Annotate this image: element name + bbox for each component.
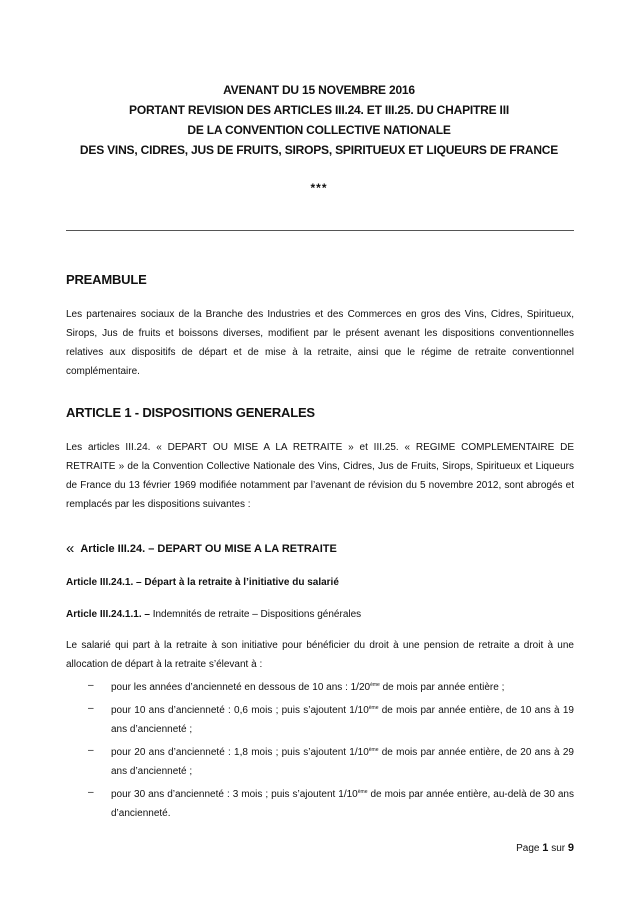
- list-item: [66, 783, 574, 823]
- dash-bullet: –: [88, 787, 94, 798]
- preambule-text: Les partenaires sociaux de la Branche des Industries et des Commerces en gros des Vins, Cidres, Spiritueux, Sirops, Jus de fruits et boissons diverses, modifient par le présent avenant les dispositions conventionnelles relatives aux dispositifs de départ et de mise à la retraite, ainsi que le régime de retraite conventionnel complémentaire.: [66, 309, 574, 377]
- article1-title: ARTICLE 1 - DISPOSITIONS GENERALES: [66, 405, 315, 420]
- allowance-list: [66, 676, 574, 825]
- article1-text: Les articles III.24. « DEPART OU MISE A LA RETRAITE » et III.25. « REGIME COMPLEMENTAIRE DE RETRAITE » de la Convention Collective Nationale des Vins, Cidres, Jus de Fruits, Sirops, Spiritueux et Liqueurs de France du 13 février 1969 modifiée notamment par l’avenant de révision du 5 novembre 2012, sont abrogés et remplacés par les dispositions suivantes :: [66, 442, 574, 510]
- dash-bullet: –: [88, 745, 94, 756]
- article-iii24-title: [66, 540, 337, 557]
- list-item: [66, 676, 574, 697]
- article-iii24-1-1-title: [66, 609, 361, 620]
- list-item: [66, 699, 574, 739]
- horizontal-rule: [66, 230, 574, 231]
- list-item-text: de mois par année entière, de 20 ans à 29 ans d’ancienneté ;: [111, 747, 574, 777]
- dash-bullet: –: [88, 703, 94, 714]
- superscript: ème: [368, 705, 379, 711]
- opening-quote: «: [66, 540, 75, 557]
- list-item-text: pour 20 ans d’ancienneté : 1,8 mois ; puis s’ajoutent 1/10: [111, 747, 369, 758]
- list-item-text: de mois par année entière, de 10 ans à 19 ans d’ancienneté ;: [111, 705, 574, 735]
- dash-bullet: –: [88, 680, 94, 691]
- separator-stars: ***: [310, 181, 328, 195]
- page-footer: [516, 842, 574, 854]
- superscript: ème: [357, 789, 368, 795]
- superscript: ème: [370, 682, 380, 688]
- list-item-text: pour 30 ans d’ancienneté : 3 mois ; puis s’ajoutent 1/10: [111, 789, 358, 800]
- list-item-text: de mois par année entière ;: [379, 682, 505, 693]
- list-item-text: pour 10 ans d’ancienneté : 0,6 mois ; puis s’ajoutent 1/10: [111, 705, 369, 716]
- header-line: DES VINS, CIDRES, JUS DE FRUITS, SIROPS, SPIRITUEUX ET LIQUEURS DE FRANCE: [79, 143, 559, 157]
- article-iii24-1-title: Article III.24.1. – Départ à la retraite à l’initiative du salarié: [66, 577, 339, 588]
- header-line: AVENANT DU 15 NOVEMBRE 2016: [223, 83, 415, 97]
- header-line: PORTANT REVISION DES ARTICLES III.24. ET III.25. DU CHAPITRE III: [129, 103, 509, 117]
- article-iii24-1-1-subject: Indemnités de retraite – Dispositions générales: [152, 609, 362, 620]
- list-item-text: de mois par année entière, au-delà de 30 ans d’ancienneté.: [111, 789, 574, 819]
- article-iii24-1-1-number: Article III.24.1.1. –: [66, 609, 150, 620]
- page-total: 9: [567, 842, 574, 854]
- superscript: ème: [368, 747, 379, 753]
- of-label: sur: [551, 843, 566, 854]
- list-item: [66, 741, 574, 781]
- list-item-text: pour les années d’ancienneté en dessous de 10 ans : 1/20: [111, 682, 371, 693]
- article-iii24-intro: Le salarié qui part à la retraite à son initiative pour bénéficier du droit à une pension de retraite a droit à une allocation de départ à la retraite s’élevant à :: [66, 640, 574, 670]
- document-header: [40, 80, 598, 160]
- page-number: 1: [542, 842, 549, 854]
- article-iii24-title-text: Article III.24. – DEPART OU MISE A LA RETRAITE: [80, 543, 337, 555]
- preambule-title: PREAMBULE: [66, 272, 147, 287]
- header-line: DE LA CONVENTION COLLECTIVE NATIONALE: [187, 123, 451, 137]
- page-label: Page: [516, 843, 540, 854]
